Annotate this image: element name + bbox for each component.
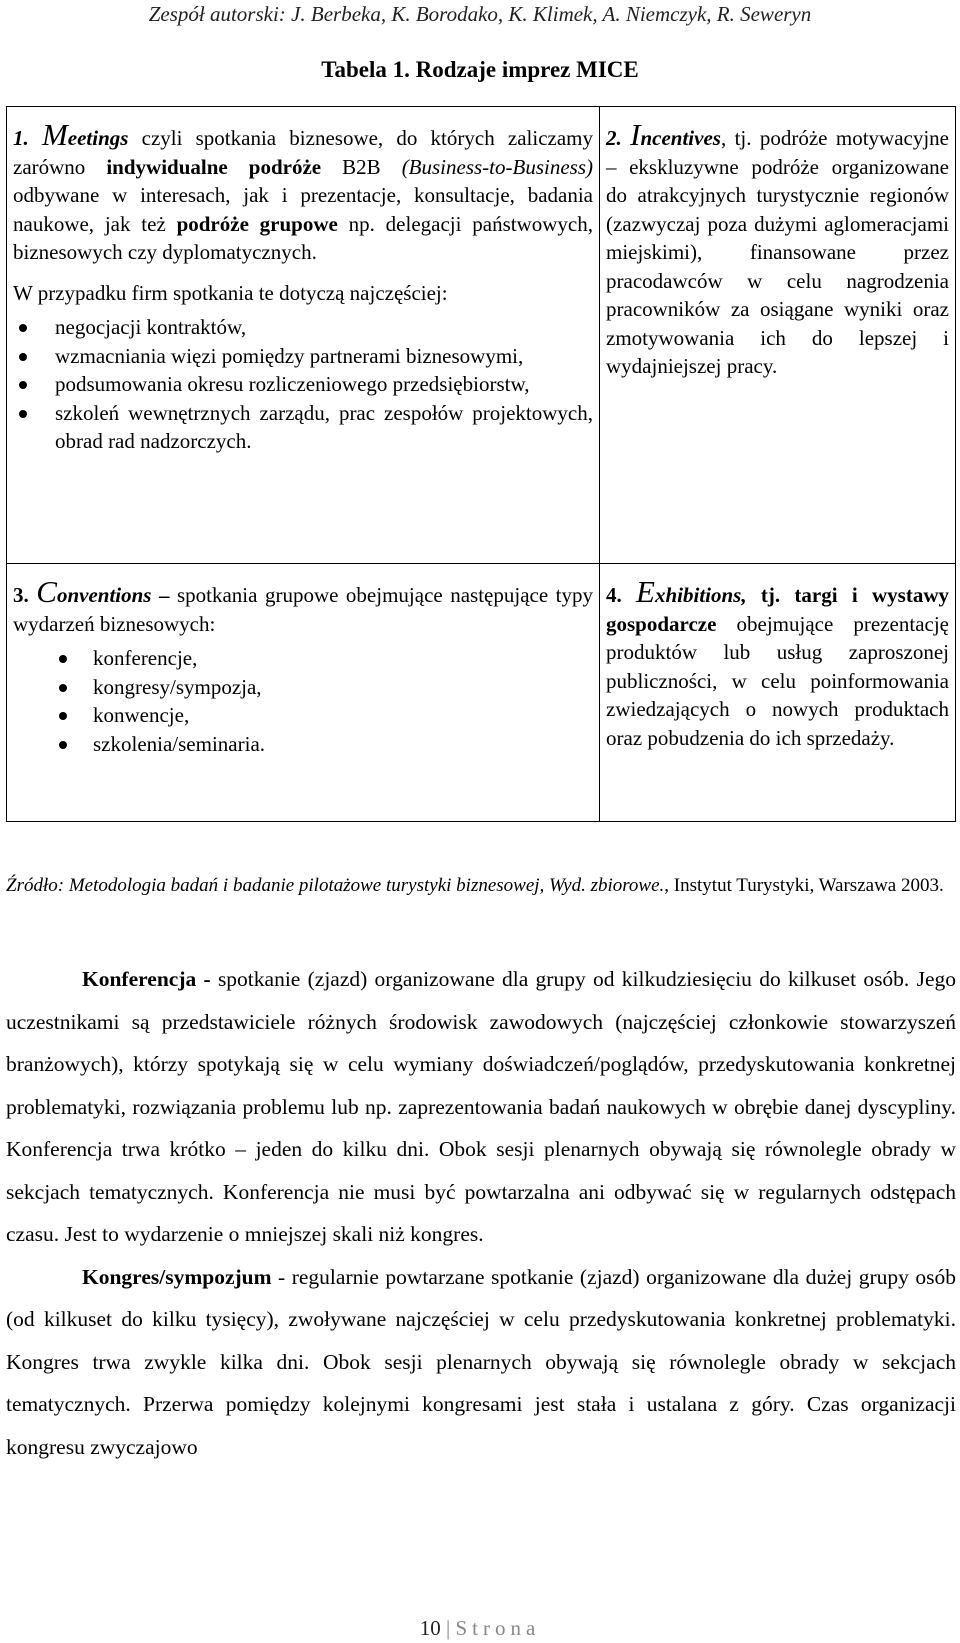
paragraph-konferencja [6, 958, 956, 1256]
exhibitions-text: obejmujące prezentację produktów lub usług zaproszonej publiczności, w celu poinformowania zwiedzających o nowych produktach oraz pobudzenia do ich sprzedaży. [606, 611, 949, 750]
meetings-text-2: B2B [321, 154, 402, 179]
cell-incentives [600, 107, 956, 564]
table-source [6, 872, 956, 899]
exhibitions-number: 4. [606, 583, 622, 608]
body-text [6, 958, 956, 1468]
cell-conventions [7, 564, 600, 822]
conventions-number: 3. [13, 583, 29, 608]
conventions-dash: – [151, 583, 177, 608]
meetings-number: 1. [13, 126, 29, 150]
meetings-text-3: odbywane w interesach, jak i prezentacje, konsultacje, badania naukowe, jak też [13, 183, 593, 236]
list-item: szkolenia/seminaria. [13, 730, 593, 759]
conventions-text: spotkania grupowe obejmujące następujące typy wydarzeń biznesowych: [13, 583, 593, 636]
exhibitions-bold: tj. targi i wystawy gospodarcze [606, 583, 950, 636]
list-item: negocjacji kontraktów, [13, 313, 593, 342]
source-rest: , Instytut Turystyki, Warszawa 2003. [664, 875, 944, 896]
incentives-term: Incentives [630, 117, 721, 152]
paragraph-text: spotkanie (zjazd) organizowane dla grupy od kilkudziesięciu do kilkuset osób. Jego uczestnikami są przedstawiciele różnych środowisk zawodowych (najczęściej członkowie stowarzyszeń branżowych), którzy spotykają się w celu wymiany doświadczeń/poglądów, przedyskutowania konkretnej problematyki, rozwiązania problemu lub np. zaprezentowania badań naukowych w obrębie danej dyscypliny. Konferencja trwa krótko – jeden do kilku dni. Obok sesji plenarnych obywają się równolegle obrady w sekcjach tematycznych. Konferencja nie musi być powtarzalna ani odbywać się w regularnych odstępach czasu. Jest to wydarzenie o mniejszej skali niż kongres. [6, 967, 956, 1246]
meetings-text-1: czyli spotkania biznesowe, do których zaliczamy zarówno [13, 126, 593, 179]
conventions-list [13, 644, 593, 758]
meetings-bold-2: podróże grupowe [176, 211, 338, 236]
paragraph-kongres [6, 1256, 956, 1469]
conventions-term: Conventions [36, 574, 152, 610]
table-title: Tabela 1. Rodzaje imprez MICE [321, 57, 639, 82]
meetings-para-2: W przypadku firm spotkania te dotyczą najczęściej: [13, 280, 448, 305]
mice-table [6, 106, 956, 822]
page-footer [0, 1616, 960, 1641]
list-item: konwencje, [13, 701, 593, 730]
list-item: wzmacniania więzi pomiędzy partnerami biznesowymi, [13, 342, 593, 371]
page-number: 10 [419, 1616, 441, 1640]
list-item: kongresy/sympozja, [13, 673, 593, 702]
paragraph-text: - regularnie powtarzane spotkanie (zjazd) organizowane dla dużej grupy osób (od kilkuset do kilku tysięcy), zwoływane najczęściej w celu przedyskutowania konkretnej problematyki. Kongres trwa zwykle kilka dni. Obok sesji plenarnych obywają się równolegle obrady w sekcjach tematycznych. Przerwa pomiędzy kolejnymi kongresami jest stała i ustalana z góry. Czas organizacji kongresu zwyczajowo [6, 1264, 956, 1459]
list-item: szkoleń wewnętrznych zarządu, prac zespołów projektowych, obrad rad nadzorczych. [13, 399, 593, 456]
incentives-text: , tj. podróże motywacyjne – ekskluzywne podróże organizowane do atrakcyjnych turystycznie regionów (zazwyczaj poza dużymi aglomeracjami miejskimi), finansowane przez pracodawców w celu nagrodzenia pracowników za osiągane wyniki oraz zmotywowania ich do lepszej i wydajniejszej pracy. [606, 126, 949, 378]
meetings-bold-1: indywidualne podróże [106, 154, 322, 179]
footer-word: Strona [455, 1616, 541, 1640]
meetings-text-4: np. delegacji państwowych, biznesowych czy dyplomatycznych. [13, 211, 593, 264]
list-item: podsumowania okresu rozliczeniowego przedsiębiorstw, [13, 370, 593, 399]
page-header: Zespół autorski: J. Berbeka, K. Borodako, K. Klimek, A. Niemczyk, R. Seweryn [148, 2, 812, 26]
exhibitions-term: Exhibitions, [636, 574, 747, 610]
meetings-term: Meetings [41, 117, 129, 152]
meetings-list [13, 313, 593, 456]
cell-meetings [7, 107, 600, 564]
paragraph-lead: Konferencja - [82, 967, 211, 991]
paragraph-lead: Kongres/sympozjum [82, 1264, 272, 1289]
incentives-number: 2. [606, 126, 622, 150]
footer-separator: | [440, 1616, 456, 1640]
list-item: konferencje, [13, 644, 593, 673]
meetings-italic-1: (Business-to-Business) [401, 154, 593, 179]
cell-exhibitions [600, 564, 956, 822]
source-italic: Źródło: Metodologia badań i badanie pilotażowe turystyki biznesowej, Wyd. zbiorowe. [6, 875, 665, 896]
